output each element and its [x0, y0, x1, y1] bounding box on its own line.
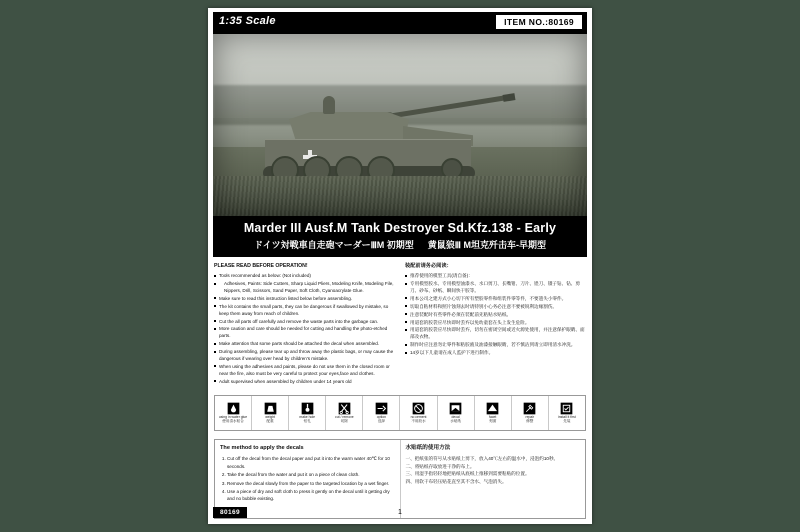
item-number-badge: ITEM NO.:80169 — [495, 14, 583, 30]
list-item: 二、将贴纸存取放进干净的布上。 — [405, 463, 475, 469]
legend-cell-option — [363, 396, 400, 430]
list-item: 14岁以下儿童请在成人监护下进行制作。 — [405, 350, 586, 357]
list-item: 3. Remove the decal slowly from the paper to the targeted location by a wet finger. — [227, 480, 395, 487]
legend-label-en: facet — [489, 414, 497, 419]
list-item: 四、用软干布轻压贴花直至其不含水、气泡消失。 — [405, 478, 507, 484]
list-item: 2. Take the decal from the water and put it on a piece of clean cloth. — [227, 471, 395, 478]
list-item: 一、把纸张的符号从水贴纸上剪下，放入40℃左右的温水中，浸泡约10秒。 — [405, 456, 559, 462]
legend-label-cn: 切除 — [340, 418, 348, 423]
legend-label-en: decal — [451, 414, 460, 419]
cut-remove-icon — [338, 402, 351, 415]
instructions-chinese-list — [405, 273, 586, 357]
legend-label-cn: 水贴纸 — [450, 418, 461, 423]
install-first-icon — [560, 402, 573, 415]
list-item: More caution and care should be needed for cutting and handling the photo-etched parts. — [214, 326, 395, 340]
list-item: During assembling, please tear up and throw away the plastic bags, or may cause the dangerous if wearing over head by children's mistake. — [214, 349, 395, 363]
legend-label-en: install it first — [558, 414, 576, 419]
list-item: 三、用湿手指轻轻地把贴纸从底纸上推移到需要粘贴的位置。 — [405, 471, 530, 477]
option-icon — [375, 402, 388, 415]
legend-label-cn: 修整 — [526, 418, 534, 423]
title-block — [213, 216, 587, 257]
scale-label: 1:35 Scale — [219, 15, 276, 27]
make-hole-icon — [301, 402, 314, 415]
list-item: 1. Cut off the decal from the decal paper and put it into the warm water 40℃ for 10 seconds. — [227, 455, 395, 470]
list-item: The kit contains the small parts, they can be dangerous if swallowed by mistake, so keep them away from reach of children. — [214, 304, 395, 318]
photo-vignette — [213, 34, 587, 216]
footer-item-number: 80169 — [213, 507, 247, 518]
list-item: Make sure to read this instruction listed below before assembling. — [214, 296, 395, 303]
legend-label-en: repair — [525, 414, 535, 419]
legend-label-en: option — [376, 414, 387, 419]
box-art-photo — [213, 34, 587, 216]
title-english: Marder III Ausf.M Tank Destroyer Sd.Kfz.138 - Early — [243, 221, 557, 235]
instruction-sheet-page — [208, 8, 592, 524]
list-item: Make attention that some parts should be attached the decal when assembled. — [214, 341, 395, 348]
list-item: 切取自粘材料和照片蚀刻去时请特别小心务必注意不要被锐利边缘割伤。 — [405, 304, 586, 311]
decal-steps-cn — [406, 455, 581, 484]
weight-icon — [264, 402, 277, 415]
legend-cell-repair — [512, 396, 549, 430]
legend-cell-decal — [438, 396, 475, 430]
legend-cell-facet — [475, 396, 512, 430]
list-item-sub: 专用模型胶水、专用模型油漆水、水口剪刀、长嘴钳、刀片、锉刀、镊子钻、钻、剪刀、砂布、砂纸、瞬间快干胶等。 — [405, 281, 586, 295]
legend-label-en: using in water glue — [218, 414, 248, 419]
legend-label-cn: 使用清水粘合 — [222, 418, 244, 423]
page-header — [213, 12, 587, 34]
symbol-legend-strip — [214, 395, 586, 431]
water-glue-icon — [227, 402, 240, 415]
list-item: 4. Use a piece of dry and soft cloth to press it gently on the decal until it getting dry and no bubble existing. — [227, 488, 395, 503]
facet-icon — [486, 402, 499, 415]
decal-instructions-chinese — [401, 440, 586, 518]
decal-title-en: The method to apply the decals — [220, 444, 304, 451]
list-item: 推荐使用的模型工具(请自备)： — [405, 273, 586, 280]
legend-cell-weight — [252, 396, 289, 430]
legend-label-en: no cement — [410, 414, 427, 419]
list-item: 用本公司之建方式小心切下所有塑胶零件和组装件零等件，不要遗失小零件。 — [405, 296, 586, 303]
legend-label-cn: 选择 — [377, 418, 386, 423]
legend-cell-install-first — [549, 396, 585, 430]
list-item: 用道套的胶袋应尽快即时丢弃以免幼童套在头上发生危险。 — [405, 320, 586, 327]
instructions-english — [214, 263, 395, 386]
title-chinese: 黄鼠狼Ⅲ M坦克歼击车-早期型 — [427, 240, 546, 251]
legend-cell-water-glue — [215, 396, 252, 430]
instructions-english-heading: PLEASE READ BEFORE OPERATION! — [214, 263, 308, 270]
legend-label-cn: 配重 — [266, 418, 274, 423]
decal-steps-en — [220, 455, 395, 502]
legend-label-cn: 钻孔 — [303, 418, 311, 423]
decal-instructions-english — [215, 440, 401, 518]
list-item: When using the adhesives and paints, please do not use them in the closed room or near the fire, also must be very careful to protect your eyes,face and clothes. — [214, 364, 395, 378]
legend-label-cn: 先装 — [563, 418, 571, 423]
decal-title-cn: 水贴纸的使用方法 — [405, 444, 451, 451]
no-cement-icon — [412, 402, 425, 415]
instructions-chinese-heading: 装配前请务必阅读： — [405, 263, 452, 270]
list-item: Cut the all parts off carefully and remove the waste parts into the garbage can. — [214, 319, 395, 326]
page-number: 1 — [398, 509, 402, 516]
legend-label-en: weight — [265, 414, 276, 419]
legend-cell-make-hole — [289, 396, 326, 430]
list-item: 用道套的胶袋应尽快即时丢弃，切勿在密闭空间或近火源处使用，并注意保护眼睛、面部及衣物。 — [405, 327, 586, 341]
legend-label-cn: 刻面 — [489, 418, 497, 423]
instructions-chinese — [405, 263, 586, 386]
page-footer — [213, 507, 587, 520]
list-item: 制作时应注意勿让零件和粘胶液及油漆接触眼睛，若不慎沾到请立即用清水冲洗。 — [405, 342, 586, 349]
list-item-sub: Adhesives, Paints: Side Cutters, Sharp Liquid Pliers, Modeling Knife, Modeling File, Nippers, Drill, Scissors, Sand Paper, Soft Cloth, Cyanoacrylate Glue. — [214, 281, 395, 295]
list-item: 注意装配时有些零件必须在装配前先粘贴水贴纸。 — [405, 312, 586, 319]
legend-label-cn: 不用胶水 — [411, 418, 426, 423]
legend-cell-no-cement — [400, 396, 437, 430]
list-item: Tools recommended as below: (Not included) — [214, 273, 395, 280]
legend-label-en: make hole — [299, 414, 316, 419]
title-japanese: ドイツ対戦車自走砲マーダーⅢM 初期型 — [254, 240, 414, 251]
legend-cell-cut-remove — [326, 396, 363, 430]
instructions-english-list — [214, 273, 395, 385]
repair-icon — [523, 402, 536, 415]
legend-label-en: cut / remove — [335, 414, 354, 419]
decal-icon — [449, 402, 462, 415]
instructions-section — [214, 263, 586, 386]
list-item: Adult supervised when assembled by children under 14 years old — [214, 379, 395, 386]
